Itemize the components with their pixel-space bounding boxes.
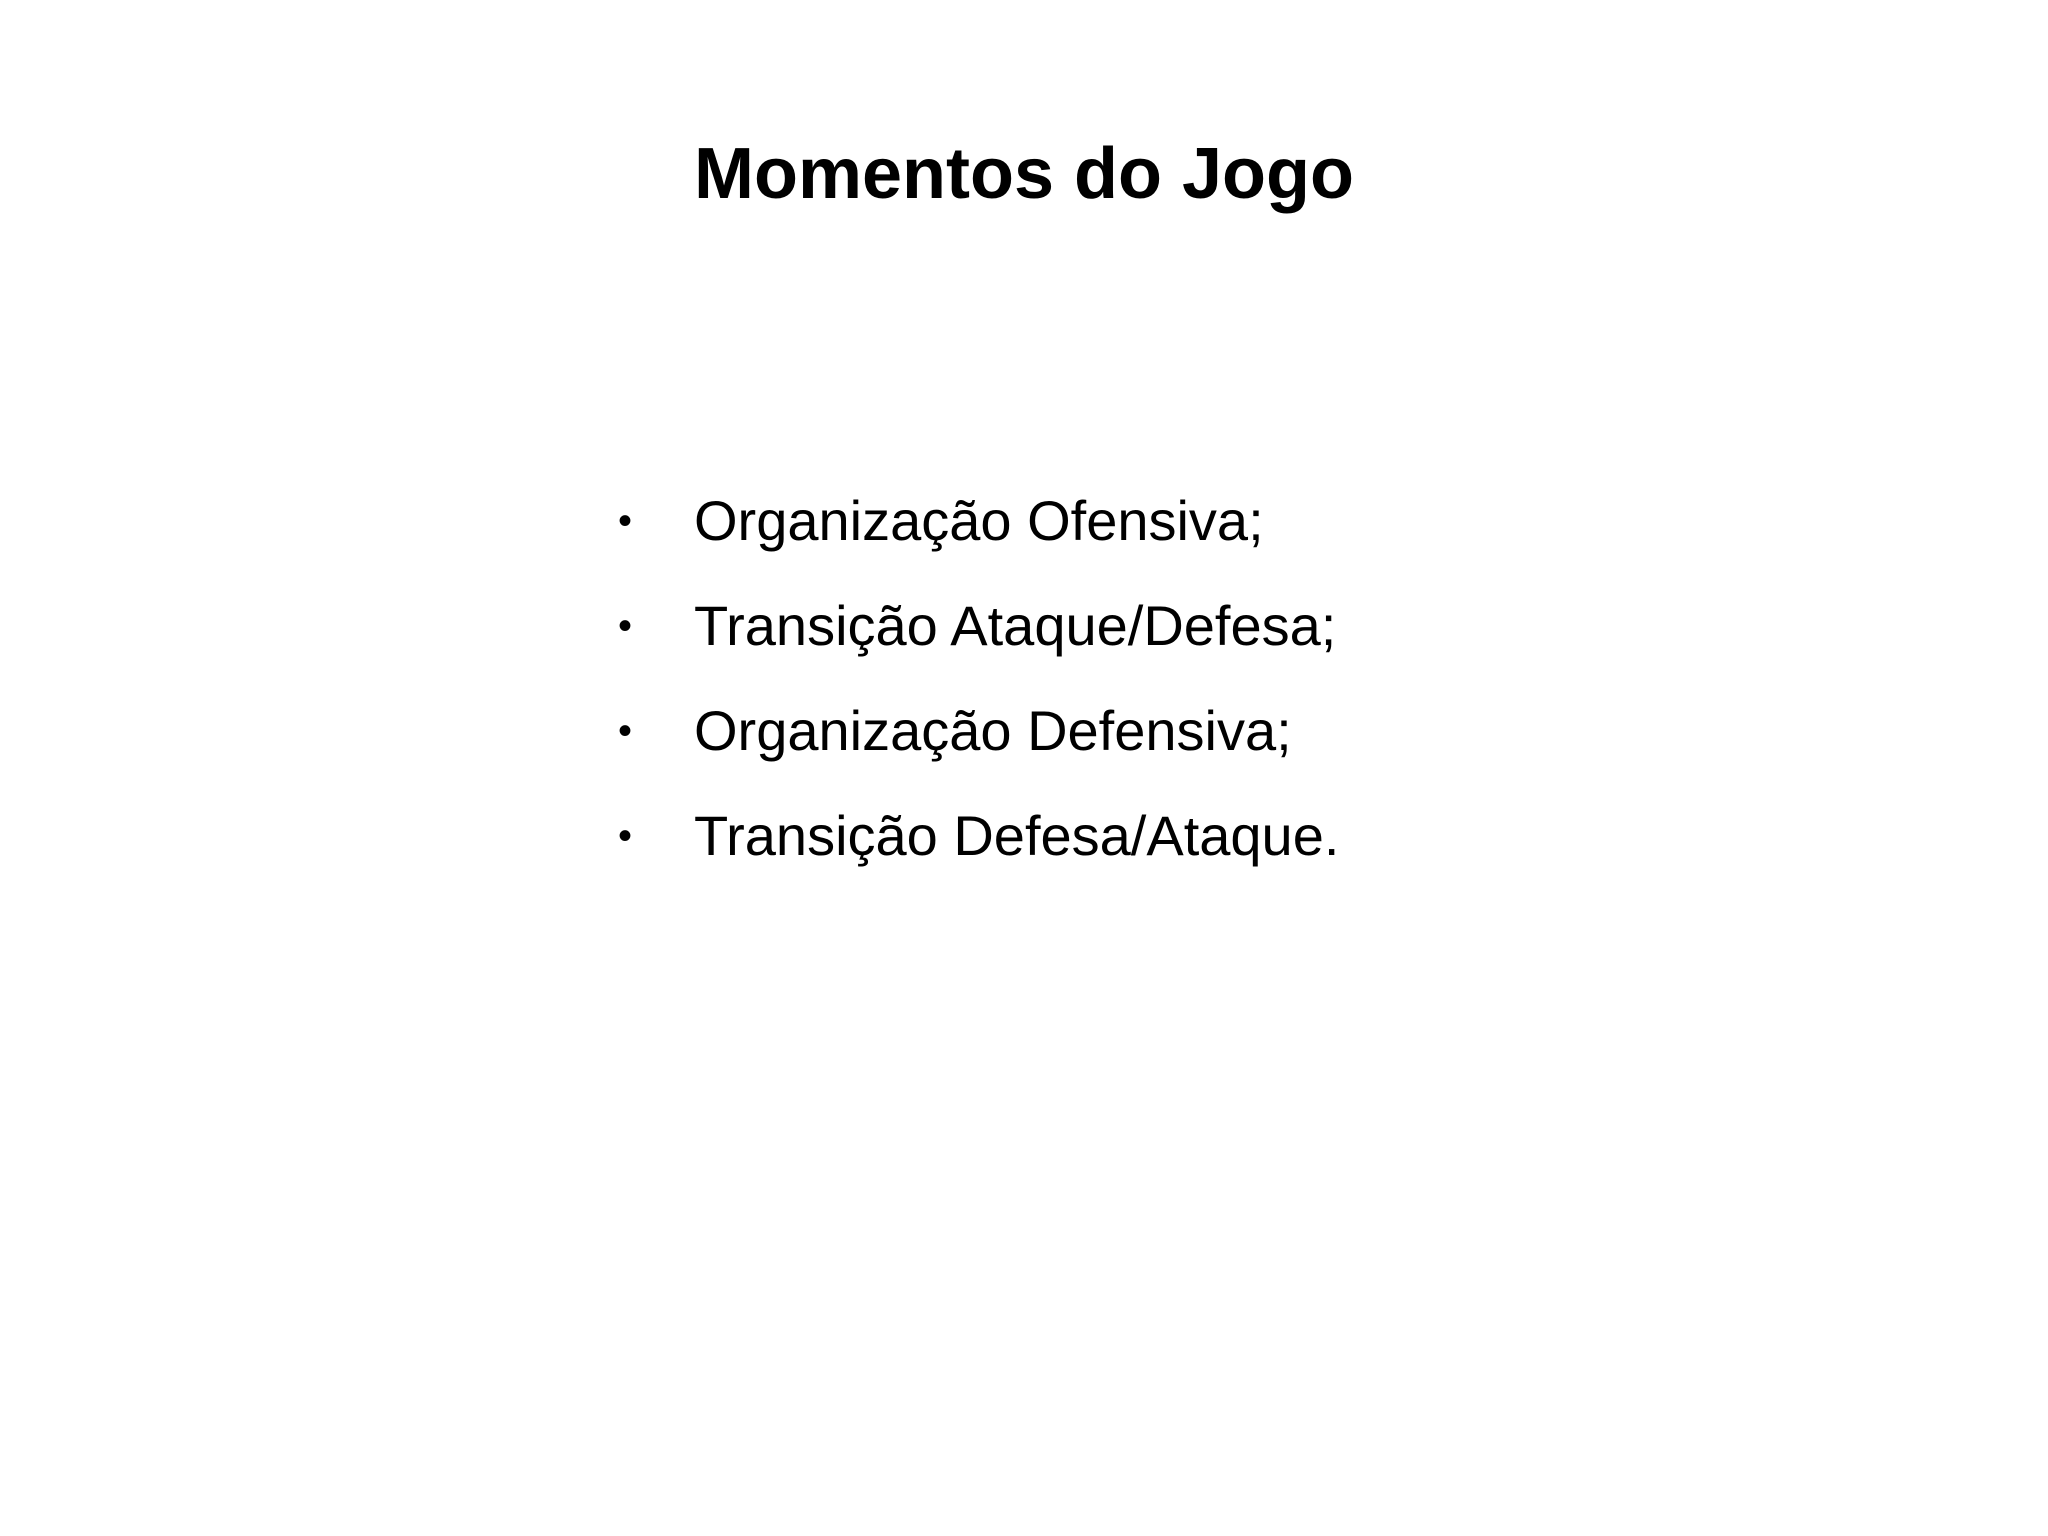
bullet-icon: • (618, 814, 633, 858)
bullet-icon: • (618, 604, 633, 648)
bullet-list (618, 488, 1339, 908)
list-item-text: Organização Defensiva; (694, 699, 1292, 762)
list-item-text: Organização Ofensiva; (694, 489, 1264, 552)
list-item-text: Transição Defesa/Ataque. (694, 804, 1340, 867)
list-item (618, 593, 1339, 698)
list-item-text: Transição Ataque/Defesa; (694, 594, 1337, 657)
list-item (618, 803, 1339, 908)
bullet-icon: • (618, 499, 633, 543)
list-item (618, 488, 1339, 593)
list-item (618, 698, 1339, 803)
slide-title: Momentos do Jogo (694, 134, 1354, 214)
bullet-icon: • (618, 709, 633, 753)
